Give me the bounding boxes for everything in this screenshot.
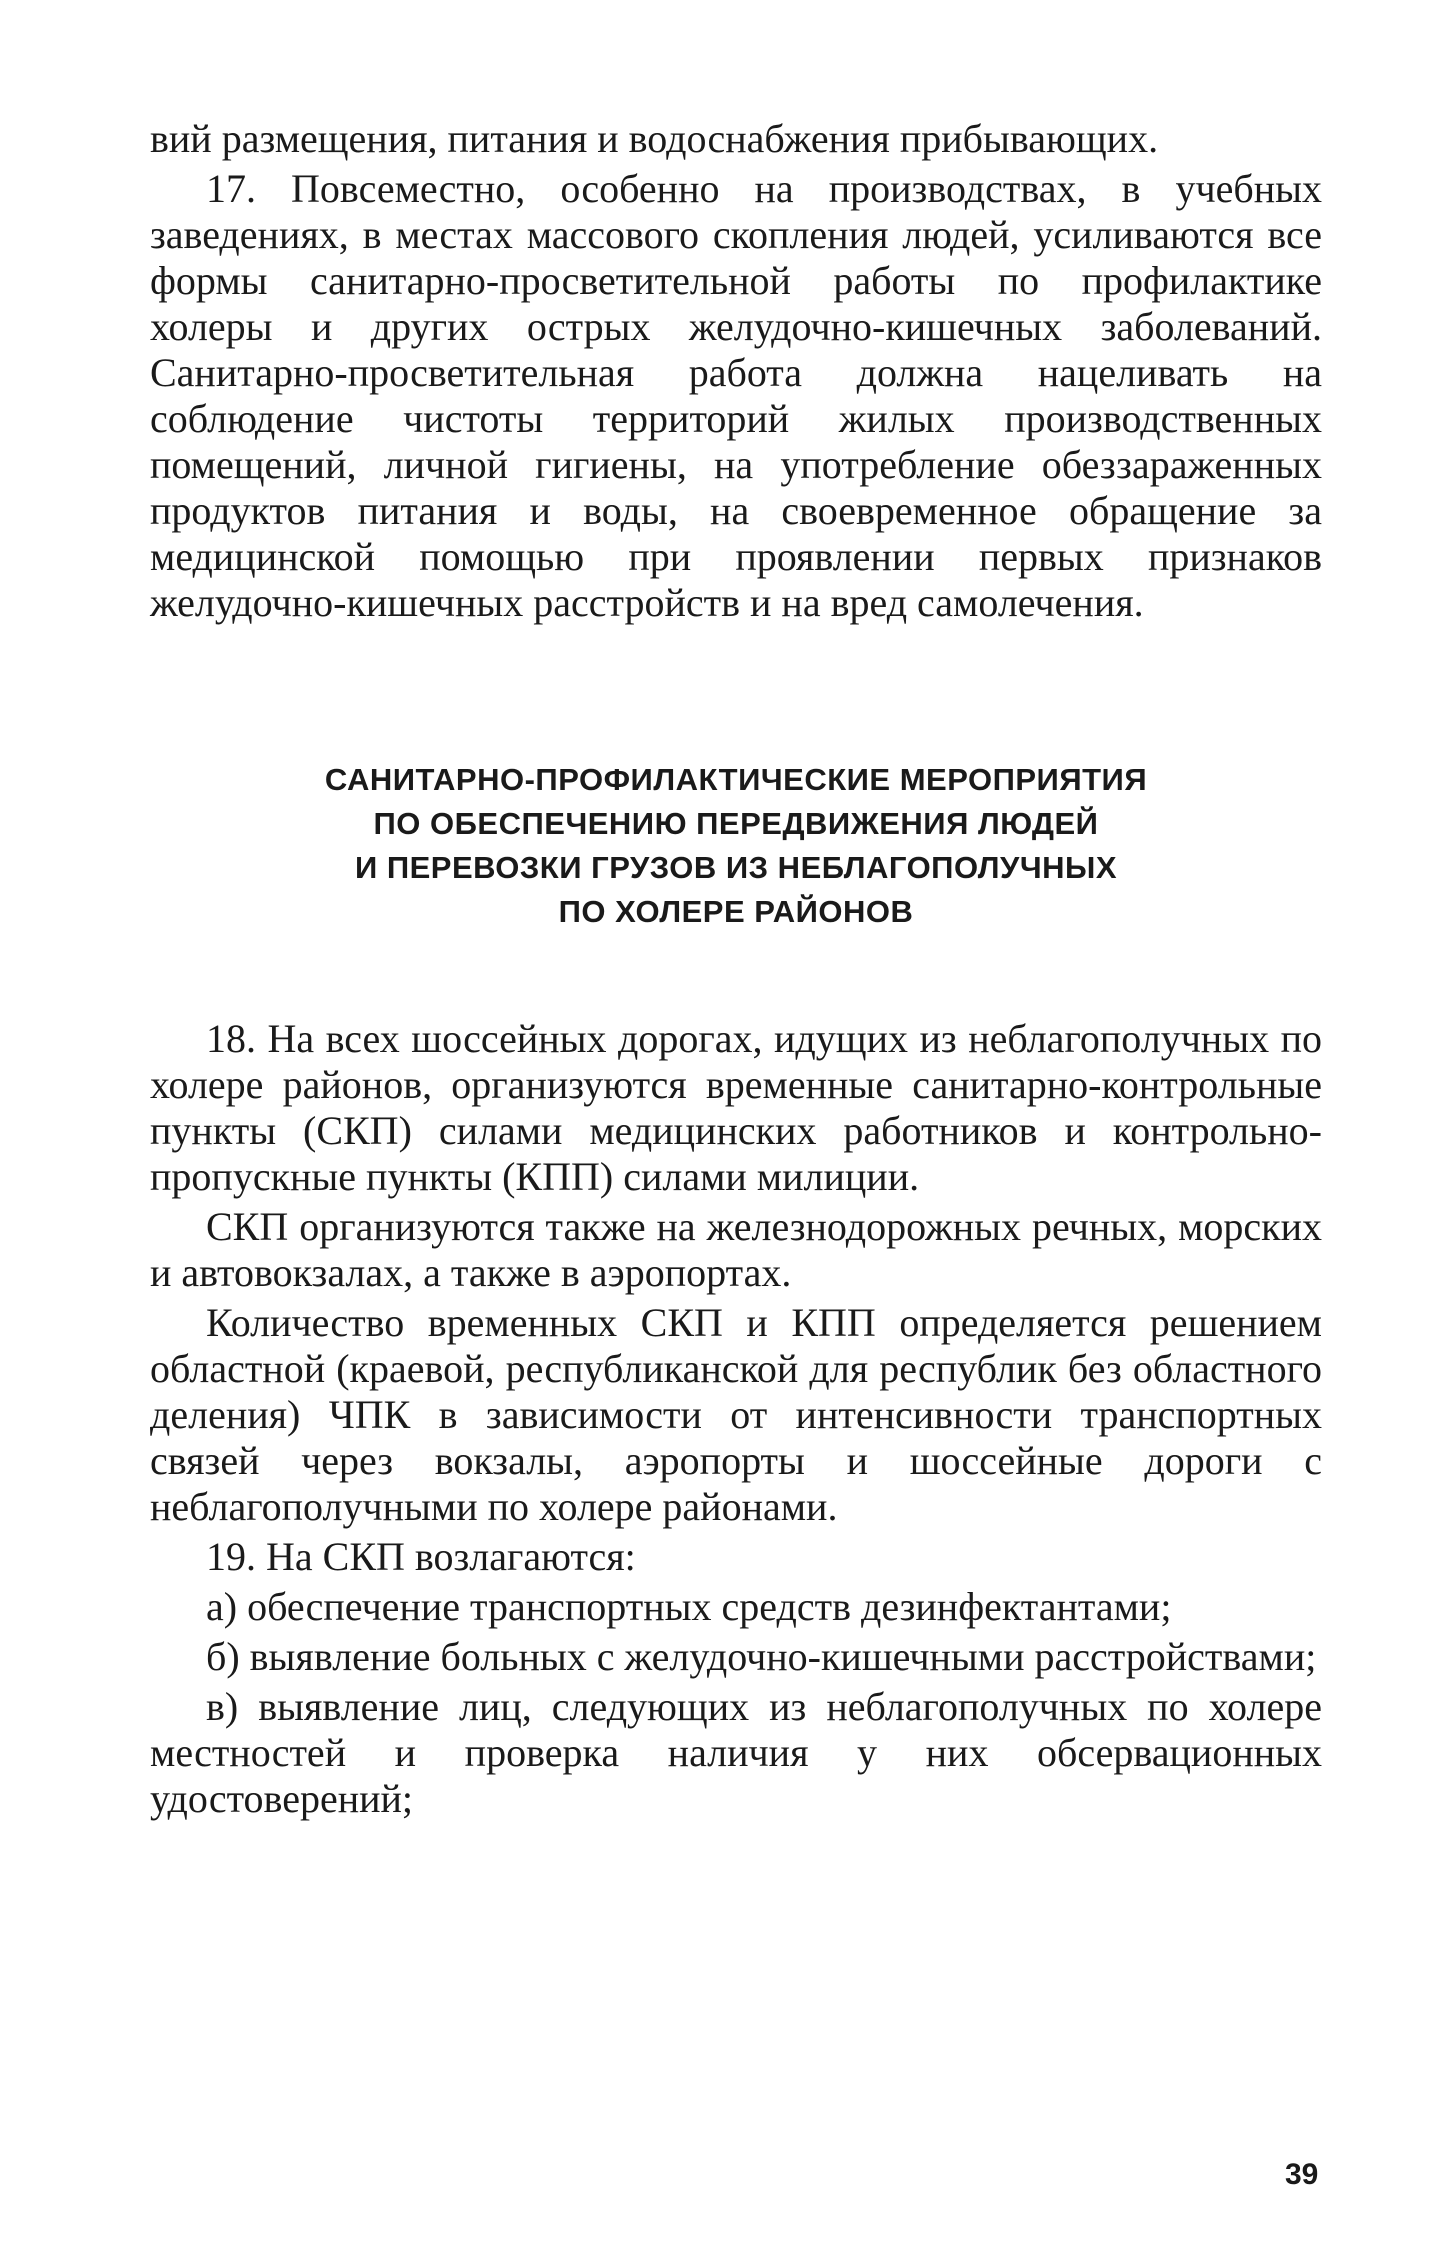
paragraph-18-skp: СКП организуются также на железнодорожных речных, морских и автовокзалах, а также в аэропортах. (150, 1204, 1322, 1295)
page-body (150, 116, 1322, 1826)
heading-line-4: ПО ХОЛЕРЕ РАЙОНОВ (558, 894, 914, 929)
heading-line-3: И ПЕРЕВОЗКИ ГРУЗОВ ИЗ НЕБЛАГОПОЛУЧНЫХ (354, 850, 1118, 885)
paragraph-18-quantity: Количество временных СКП и КПП определяется решением областной (краевой, республиканской для республик без областного деления) ЧПК в зависимости от интенсивности транспортных связей через вокзалы, аэропорты и шоссейные дороги с неблагополучными по холере районами. (150, 1300, 1322, 1529)
list-item-c: в) выявление лиц, следующих из неблагополучных по холере местностей и проверка наличия у них обсервационных удостоверений; (150, 1684, 1322, 1821)
list-item-b: б) выявление больных с желудочно-кишечными расстройствами; (206, 1634, 1317, 1679)
heading-line-1: САНИТАРНО-ПРОФИЛАКТИЧЕСКИЕ МЕРОПРИЯТИЯ (324, 762, 1148, 797)
section-heading (150, 758, 1322, 934)
page-number: 39 (1285, 2158, 1319, 2191)
paragraph-19: 19. На СКП возлагаются: (206, 1534, 636, 1579)
paragraph-continuation: вий размещения, питания и водоснабжения прибывающих. (150, 116, 1159, 161)
paragraph-18: 18. На всех шоссейных дорогах, идущих из неблагополучных по холере районов, организуются временные санитарно-контрольные пункты (СКП) силами медицинских работников и контрольно-пропускные пункты (КПП) силами милиции. (150, 1016, 1322, 1199)
heading-line-2: ПО ОБЕСПЕЧЕНИЮ ПЕРЕДВИЖЕНИЯ ЛЮДЕЙ (373, 806, 1099, 841)
paragraph-17: 17. Повсеместно, особенно на производствах, в учебных заведениях, в местах массового скопления людей, усиливаются все формы санитарно-просветительной работы по профилактике холеры и других острых желудочно-кишечных заболеваний. Санитарно-просветительная работа должна нацеливать на соблюдение чистоты территорий жилых производственных помещений, личной гигиены, на употребление обеззараженных продуктов питания и воды, на своевременное обращение за медицинской помощью при проявлении первых признаков желудочно-кишечных расстройств и на вред самолечения. (150, 166, 1322, 625)
list-item-a: а) обеспечение транспортных средств дезинфектантами; (206, 1584, 1172, 1629)
